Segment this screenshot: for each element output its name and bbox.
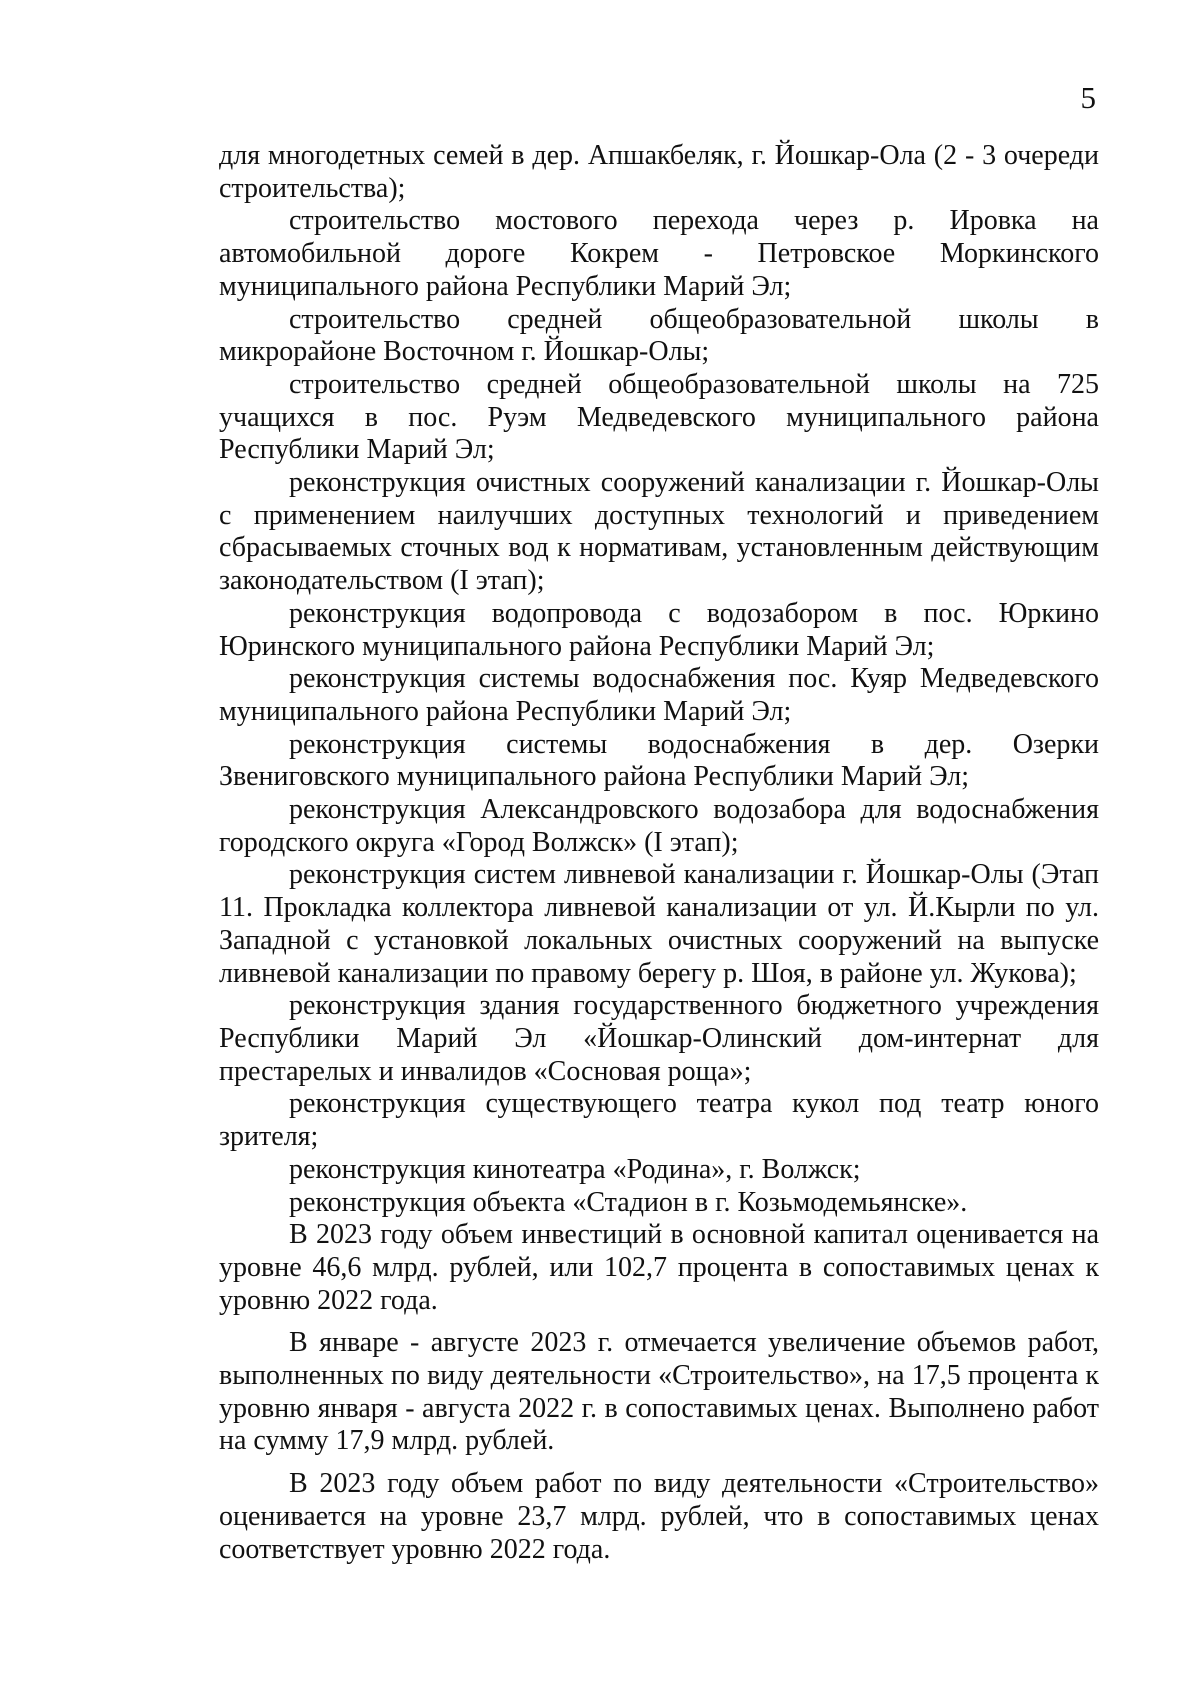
paragraph-list-item: реконструкция систем ливневой канализации г. Йошкар-Олы (Этап 11. Прокладка коллектора ливневой канализации от ул. Й.Кырли по ул. Западной с установкой локальных очистных сооружений на выпуске ливневой канализации по правому берегу р. Шоя, в районе ул. Жукова); xyxy=(219,859,1099,989)
paragraph-list-item: для многодетных семей в дер. Апшакбеляк, г. Йошкар-Ола (2 - 3 очереди строительства); xyxy=(219,140,1099,204)
paragraph-list-item: реконструкция кинотеатра «Родина», г. Волжск; xyxy=(289,1153,861,1185)
page-number: 5 xyxy=(1080,80,1096,115)
paragraph-list-item: реконструкция существующего театра кукол под театр юного зрителя; xyxy=(219,1088,1099,1153)
paragraph-list-item: реконструкция очистных сооружений канализации г. Йошкар-Олы с применением наилучших доступных технологий и приведением сбрасываемых сточных вод к нормативам, установленным действующим законодательством (I этап); xyxy=(219,467,1099,597)
document-body xyxy=(219,140,1099,1566)
paragraph-list-item: реконструкция Александровского водозабора для водоснабжения городского округа «Город Волжск» (I этап); xyxy=(219,794,1099,858)
paragraph-list-item: реконструкция системы водоснабжения пос. Куяр Медведевского муниципального района Республики Марий Эл; xyxy=(219,663,1099,727)
paragraph-list-item: реконструкция здания государственного бюджетного учреждения Республики Марий Эл «Йошкар-Олинский дом-интернат для престарелых и инвалидов «Сосновая роща»; xyxy=(219,990,1099,1087)
paragraph-construction-jan-aug: В январе - августе 2023 г. отмечается увеличение объемов работ, выполненных по виду деятельности «Строительство», на 17,5 процента к уровню января - августа 2022 г. в сопоставимых ценах. Выполнено работ на сумму 17,9 млрд. рублей. xyxy=(219,1327,1099,1457)
paragraph-list-item: реконструкция системы водоснабжения в дер. Озерки Звениговского муниципального района Республики Марий Эл; xyxy=(219,728,1099,793)
paragraph-investment: В 2023 году объем инвестиций в основной капитал оценивается на уровне 46,6 млрд. рублей, или 102,7 процента в сопоставимых ценах к уровню 2022 года. xyxy=(219,1219,1099,1316)
paragraph-list-item: строительство средней общеобразовательной школы в микрорайоне Восточном г. Йошкар-Олы; xyxy=(219,303,1099,368)
paragraph-list-item: реконструкция водопровода с водозабором в пос. Юркино Юринского муниципального района Республики Марий Эл; xyxy=(219,597,1099,662)
paragraph-list-item: реконструкция объекта «Стадион в г. Козьмодемьянске». xyxy=(289,1186,968,1218)
paragraph-list-item: строительство мостового перехода через р. Ировка на автомобильной дороге Кокрем - Петровское Моркинского муниципального района Республики Марий Эл; xyxy=(219,205,1099,302)
paragraph-construction-2023: В 2023 году объем работ по виду деятельности «Строительство» оценивается на уровне 23,7 млрд. рублей, что в сопоставимых ценах соответствует уровню 2022 года. xyxy=(219,1468,1099,1565)
paragraph-list-item: строительство средней общеобразовательной школы на 725 учащихся в пос. Руэм Медведевского муниципального района Республики Марий Эл; xyxy=(219,368,1099,466)
